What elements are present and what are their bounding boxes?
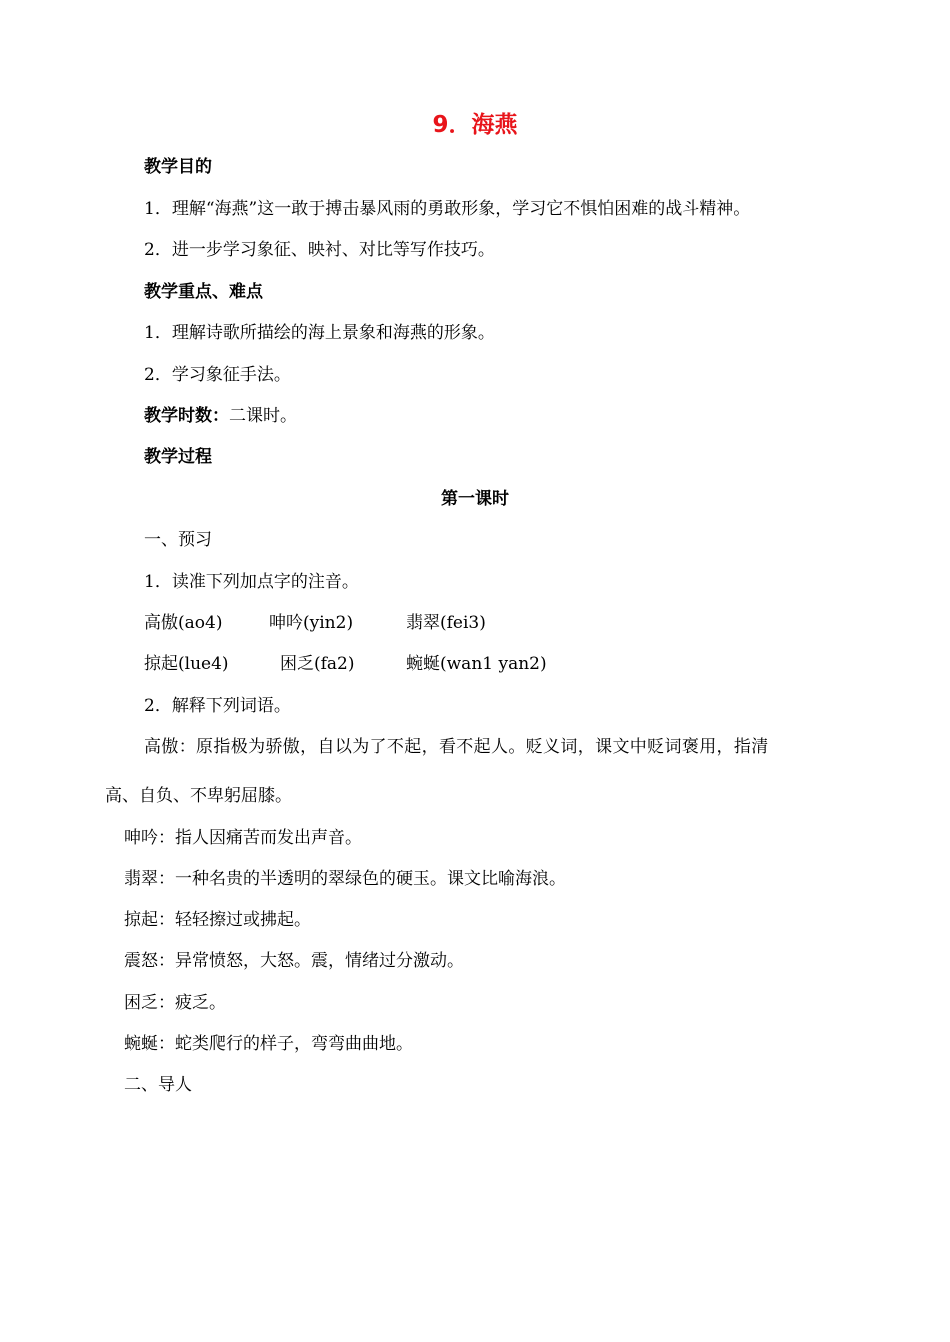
focus-item-2: 2．学习象征手法。 (144, 365, 291, 385)
objective-item-1: 1．理解“海燕”这一敢于搏击暴风雨的勇敢形象，学习它不惧怕困难的战斗精神。 (144, 199, 751, 219)
process-heading: 教学过程 (144, 447, 212, 467)
preview-heading: 一、预习 (144, 530, 212, 550)
gloss-item: 困乏：疲乏。 (124, 993, 226, 1013)
gloss-item: 高傲：原指极为骄傲，自以为了不起，看不起人。贬义词，课文中贬词褒用，指清 (144, 737, 769, 757)
gloss-item: 呻吟：指人因痛苦而发出声音。 (124, 828, 362, 848)
gloss-item-continuation: 高、自负、不卑躬屈膝。 (105, 786, 292, 806)
gloss-item: 蜿蜒：蛇类爬行的样子，弯弯曲曲地。 (124, 1034, 413, 1054)
teaching-hours-value: 二课时。 (229, 406, 297, 426)
document-title: 9．海燕 (432, 112, 518, 138)
intro-heading: 二、导人 (124, 1075, 192, 1095)
lesson-title: 第一课时 (441, 489, 509, 509)
preview-task-2: 2．解释下列词语。 (144, 696, 291, 716)
pinyin-row-2 (144, 652, 547, 676)
objective-item-2: 2．进一步学习象征、映衬、对比等写作技巧。 (144, 240, 495, 260)
pinyin-word: 蜿蜒(wan1 yan2) (406, 654, 547, 674)
preview-task-1: 1．读准下列加点字的注音。 (144, 572, 359, 592)
teaching-hours-label: 教学时数： (144, 406, 229, 426)
objectives-heading: 教学目的 (144, 157, 212, 177)
pinyin-word: 掠起(lue4) (144, 654, 229, 674)
teaching-hours (144, 404, 297, 428)
pinyin-word: 高傲(ao4) (144, 613, 223, 633)
pinyin-word: 呻吟(yin2) (269, 613, 354, 633)
pinyin-word: 困乏(fa2) (280, 654, 355, 674)
gloss-item: 震怒：异常愤怒，大怒。震，情绪过分激动。 (124, 951, 464, 971)
gloss-item: 翡翠：一种名贵的半透明的翠绿色的硬玉。课文比喻海浪。 (124, 869, 566, 889)
pinyin-row-1 (144, 611, 486, 635)
focus-heading: 教学重点、难点 (144, 282, 263, 302)
gloss-item: 掠起：轻轻擦过或拂起。 (124, 910, 311, 930)
focus-item-1: 1．理解诗歌所描绘的海上景象和海燕的形象。 (144, 323, 495, 343)
pinyin-word: 翡翠(fei3) (406, 613, 486, 633)
